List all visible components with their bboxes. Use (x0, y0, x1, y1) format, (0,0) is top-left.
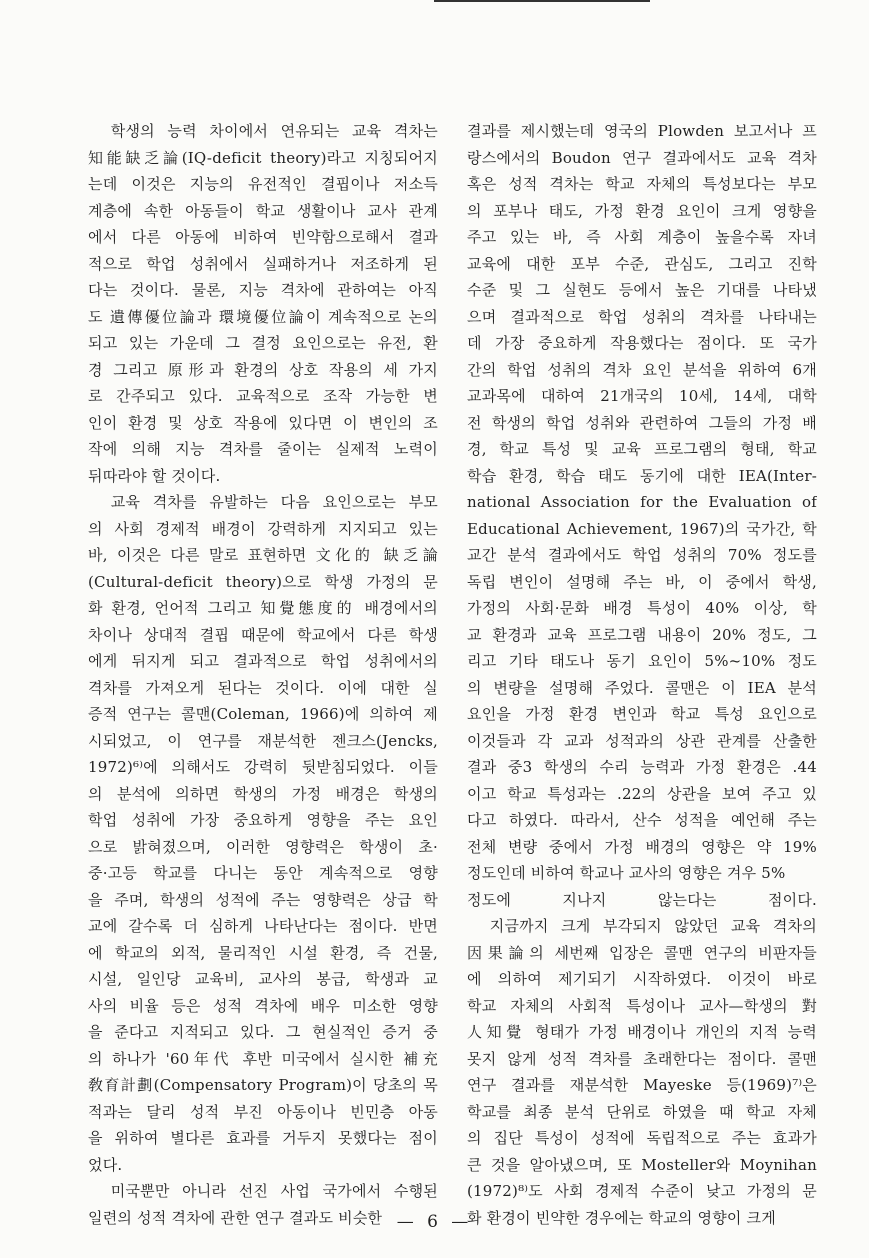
text-line: 주고 있는 바, 즉 사회 계층이 높을수록 자녀 (467, 228, 817, 246)
text-line: 결과 중3 학생의 수리 능력과 가정 환경은 .44 (467, 758, 817, 776)
text-line: 에서 다른 아동에 비하여 빈약함으로해서 결과 (88, 228, 438, 246)
text-line: 으로 밝혀졌으며, 이러한 영향력은 학생이 초· (88, 837, 438, 856)
text-line: 요인을 가정 환경 변인과 학교 특성 요인으로 (467, 705, 817, 723)
text-line: 혹은 성적 격차는 학교 자체의 특성보다는 부모 (467, 175, 817, 193)
text-line: 랑스에서의 Boudon 연구 결과에서도 교육 격차 (467, 148, 817, 167)
text-line: 정도인데 비하여 학교나 교사의 영향은 겨우 5% (467, 864, 786, 882)
text-line: 을 위하여 별다른 효과를 거두지 못했다는 점이 (88, 1129, 438, 1147)
text-line: 화 환경, 언어적 그리고 知覺態度的 배경에서의 (88, 599, 438, 617)
text-line: 미국뿐만 아니라 선진 사업 국가에서 수행된 (88, 1182, 438, 1200)
text-line: 계층에 속한 아동들이 학교 생활이나 교사 관계 (88, 201, 438, 220)
text-line: 을 준다고 지적되고 있다. 그 현실적인 증거 중 (88, 1023, 438, 1041)
text-line: 전체 변량 중에서 가정 배경의 영향은 약 19% (467, 837, 817, 856)
top-rule (434, 0, 650, 2)
text-line: 뒤따라야 할 것이다. (88, 466, 221, 485)
text-line: 작에 의해 지능 격차를 줄이는 실제적 노력이 (88, 440, 438, 458)
text-line: 화 환경이 빈약한 경우에는 학교의 영향이 크게 (467, 1208, 776, 1227)
text-line: 知能缺乏論(IQ-deficit theory)라고 지칭되어지 (88, 148, 438, 167)
text-line: 교육에 대한 포부 수준, 관심도, 그리고 진학 (467, 254, 817, 273)
text-line: 이것들과 각 교과 성적과의 상관 관계를 산출한 (467, 731, 817, 750)
text-line: 의 분석에 의하면 학생의 가정 배경은 학생의 (88, 784, 438, 803)
text-line: 되고 있는 가운데 그 결정 요인으로는 유전, 환 (88, 334, 438, 352)
text-line: 가정의 사회·문화 배경 특성이 40% 이상, 학 (467, 599, 817, 617)
text-line: 바, 이것은 다른 말로 표현하면 文化的 缺乏論 (88, 546, 438, 564)
text-line: 교과목에 대하여 21개국의 10세, 14세, 대학 (467, 387, 817, 405)
text-line: 다고 하였다. 따라서, 산수 성적을 예언해 주는 (467, 811, 817, 829)
left-column (88, 118, 438, 1231)
text-line: Educational Achievement, 1967)의 국가간, 학 (467, 519, 817, 538)
text-line: 학업 성취에 가장 중요하게 영향을 주는 요인 (88, 811, 438, 829)
text-line: 큰 것을 알아냈으며, 또 Mosteller와 Moynihan (467, 1155, 817, 1174)
text-line: 人知覺 형태가 가정 배경이나 개인의 지적 능력 (467, 1023, 817, 1041)
text-line: 이고 학교 특성과는 .22의 상관을 보여 주고 있 (467, 784, 817, 803)
text-line: 교간 분석 결과에서도 학업 성취의 70% 정도를 (467, 546, 817, 564)
text-line: 교 환경과 교육 프로그램 내용이 20% 정도, 그 (467, 625, 817, 644)
text-line: 격차를 가져오게 된다는 것이다. 이에 대한 실 (88, 678, 438, 697)
text-line: 간의 학업 성취의 격차 요인 분석을 위하여 6개 (467, 360, 817, 379)
text-line: 수준 및 그 실현도 등에서 높은 기대를 나타냈 (467, 281, 817, 299)
text-line: 의 변량을 설명해 주었다. 콜맨은 이 IEA 분석 (467, 678, 817, 697)
text-line: national Association for the Evaluation of (467, 493, 817, 511)
text-line: 사의 비율 등은 성적 격차에 배우 미소한 영향 (88, 996, 438, 1015)
text-line: 도 遺傳優位論과 環境優位論이 계속적으로 논의 (88, 307, 438, 326)
text-line: (Cultural-deficit theory)으로 학생 가정의 문 (88, 572, 438, 591)
text-line: 1972)⁶⁾에 의해서도 강력히 뒷받침되었다. 이들 (88, 758, 438, 776)
text-line: 에게 뒤지게 되고 결과적으로 학업 성취에서의 (88, 652, 438, 670)
text-line: 지금까지 크게 부각되지 않았던 교육 격차의 (467, 917, 817, 935)
text-line: 에 학교의 외적, 물리적인 시설 환경, 즉 건물, (88, 943, 438, 962)
text-line: 못지 않게 성적 격차를 초래한다는 점이다. 콜맨 (467, 1049, 817, 1068)
text-line: 차이나 상대적 결핍 때문에 학교에서 다른 학생 (88, 625, 438, 644)
text-line: 데 가장 중요하게 작용했다는 점이다. 또 국가 (467, 334, 817, 352)
text-line: 다는 것이다. 물론, 지능 격차에 관하여는 아직 (88, 281, 438, 299)
text-line: 적과는 달리 성적 부진 아동이나 빈민층 아동 (88, 1102, 438, 1121)
text-line: 교육 격차를 유발하는 다음 요인으로는 부모 (88, 493, 438, 511)
text-line: 인이 환경 및 상호 작용에 있다면 이 변인의 조 (88, 413, 438, 432)
text-line: 시되었고, 이 연구를 재분석한 젠크스(Jencks, (88, 731, 438, 750)
text-line: 경, 학교 특성 및 교육 프로그램의 형태, 학교 (467, 440, 817, 458)
text-line: 적으로 학업 성취에서 실패하거나 저조하게 된 (88, 254, 438, 273)
text-line: 중·고등 학교를 다니는 동안 계속적으로 영향 (88, 864, 438, 882)
text-line: (1972)⁸⁾도 사회 경제적 수준이 낮고 가정의 문 (467, 1182, 817, 1200)
text-line: 의 사회 경제적 배경이 강력하게 지지되고 있는 (88, 519, 438, 538)
page-number: — 6 — (396, 1212, 473, 1232)
text-line: 는데 이것은 지능의 유전적인 결핍이나 저소득 (88, 175, 438, 193)
text-line: 결과를 제시했는데 영국의 Plowden 보고서나 프 (467, 122, 817, 140)
text-line: 경 그리고 原形과 환경의 상호 작용의 세 가지 (88, 360, 438, 379)
text-line: 정도에 지나지 않는다는 점이다. (467, 890, 817, 909)
text-line: 학생의 능력 차이에서 연유되는 교육 격차는 (88, 122, 438, 140)
text-line: 교에 갈수록 더 심하게 나타난다는 점이다. 반면 (88, 917, 438, 935)
right-column (467, 118, 817, 1231)
text-line: 으며 결과적으로 학업 성취의 격차를 나타내는 (467, 307, 817, 326)
text-line: 었다. (88, 1155, 123, 1174)
text-line: 시설, 일인당 교육비, 교사의 봉급, 학생과 교 (88, 970, 438, 988)
text-line: 의 포부나 태도, 가정 환경 요인이 크게 영향을 (467, 201, 817, 220)
text-line: 을 주며, 학생의 성적에 주는 영향력은 상급 학 (88, 890, 438, 909)
text-line: 전 학생의 학업 성취와 관련하여 그들의 가정 배 (467, 413, 817, 432)
text-line: 의 집단 특성이 성적에 독립적으로 주는 효과가 (467, 1129, 817, 1147)
text-line: 일련의 성적 격차에 관한 연구 결과도 비슷한 (88, 1208, 383, 1227)
text-line: 의 하나가 '60年代 후반 미국에서 실시한 補充 (88, 1049, 438, 1068)
text-line: 증적 연구는 콜맨(Coleman, 1966)에 의하여 제 (88, 705, 438, 723)
text-line: 학교를 최종 분석 단위로 하였을 때 학교 자체 (467, 1102, 817, 1121)
text-line: 에 의하여 제기되기 시작하였다. 이것이 바로 (467, 970, 817, 988)
text-line: 로 간주되고 있다. 교육적으로 조작 가능한 변 (88, 387, 438, 405)
text-line: 학교 자체의 사회적 특성이나 교사—학생의 對 (467, 996, 817, 1015)
text-line: 연구 결과를 재분석한 Mayeske 등(1969)⁷⁾은 (467, 1076, 817, 1094)
text-line: 학습 환경, 학습 태도 동기에 대한 IEA(Inter- (467, 466, 817, 485)
text-line: 리고 기타 태도나 동기 요인이 5%~10% 정도 (467, 652, 817, 670)
text-line: 因果論의 세번째 입장은 콜맨 연구의 비판자들 (467, 943, 817, 962)
text-line: 敎育計劃(Compensatory Program)이 당초의 목 (88, 1076, 438, 1094)
text-line: 독립 변인이 설명해 주는 바, 이 중에서 학생, (467, 572, 817, 591)
